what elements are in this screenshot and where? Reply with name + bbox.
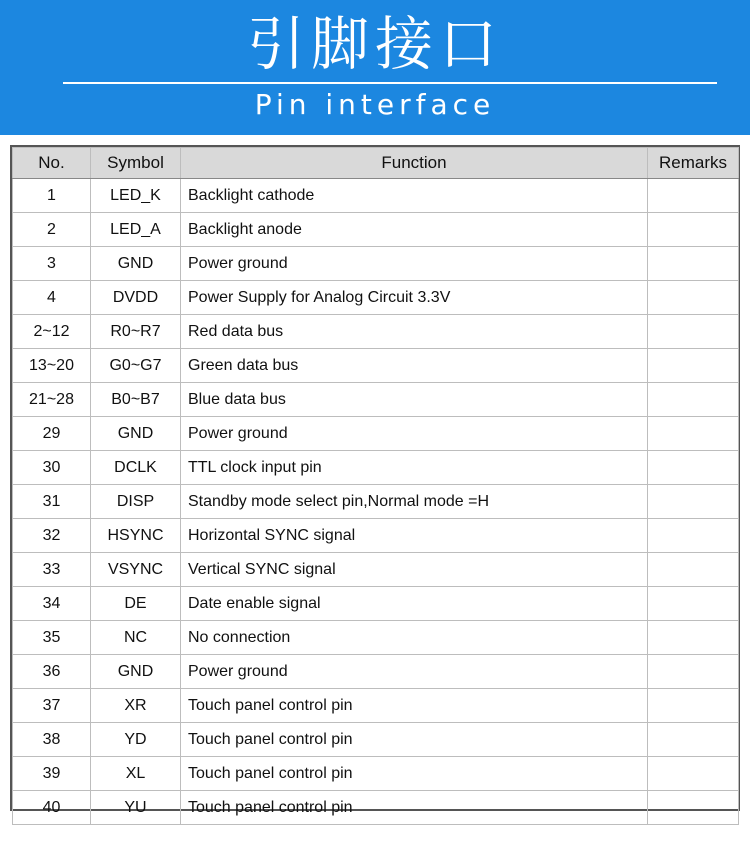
cell-symbol: YU bbox=[91, 791, 181, 825]
cell-pin-number: 33 bbox=[13, 553, 91, 587]
table-row bbox=[13, 655, 739, 689]
cell-function: Power ground bbox=[181, 247, 648, 281]
table-row bbox=[13, 689, 739, 723]
cell-remarks bbox=[648, 417, 739, 451]
table-row bbox=[13, 281, 739, 315]
cell-symbol: XR bbox=[91, 689, 181, 723]
cell-function: Green data bus bbox=[181, 349, 648, 383]
cell-function: Touch panel control pin bbox=[181, 791, 648, 825]
table-row bbox=[13, 621, 739, 655]
cell-symbol: DCLK bbox=[91, 451, 181, 485]
cell-symbol: XL bbox=[91, 757, 181, 791]
cell-pin-number: 31 bbox=[13, 485, 91, 519]
cell-function: Touch panel control pin bbox=[181, 723, 648, 757]
cell-function: Vertical SYNC signal bbox=[181, 553, 648, 587]
cell-remarks bbox=[648, 689, 739, 723]
cell-function: Touch panel control pin bbox=[181, 757, 648, 791]
column-header-function: Function bbox=[181, 148, 648, 179]
cell-pin-number: 35 bbox=[13, 621, 91, 655]
cell-remarks bbox=[648, 655, 739, 689]
cell-symbol: GND bbox=[91, 417, 181, 451]
cell-pin-number: 3 bbox=[13, 247, 91, 281]
cell-remarks bbox=[648, 213, 739, 247]
table-row bbox=[13, 383, 739, 417]
table-row bbox=[13, 349, 739, 383]
table-row bbox=[13, 247, 739, 281]
cell-remarks bbox=[648, 757, 739, 791]
table-row bbox=[13, 519, 739, 553]
table-row bbox=[13, 451, 739, 485]
cell-function: Red data bus bbox=[181, 315, 648, 349]
cell-pin-number: 21~28 bbox=[13, 383, 91, 417]
cell-function: Power ground bbox=[181, 417, 648, 451]
cell-pin-number: 32 bbox=[13, 519, 91, 553]
cell-remarks bbox=[648, 451, 739, 485]
cell-pin-number: 13~20 bbox=[13, 349, 91, 383]
cell-symbol: GND bbox=[91, 655, 181, 689]
cell-function: Blue data bus bbox=[181, 383, 648, 417]
table-row bbox=[13, 315, 739, 349]
cell-symbol: G0~G7 bbox=[91, 349, 181, 383]
cell-remarks bbox=[648, 315, 739, 349]
cell-remarks bbox=[648, 553, 739, 587]
column-header-symbol: Symbol bbox=[91, 148, 181, 179]
cell-remarks bbox=[648, 485, 739, 519]
cell-remarks bbox=[648, 281, 739, 315]
cell-pin-number: 2 bbox=[13, 213, 91, 247]
cell-pin-number: 2~12 bbox=[13, 315, 91, 349]
cell-symbol: B0~B7 bbox=[91, 383, 181, 417]
cell-function: Touch panel control pin bbox=[181, 689, 648, 723]
table-body bbox=[13, 179, 739, 825]
cell-pin-number: 37 bbox=[13, 689, 91, 723]
cell-function: Power ground bbox=[181, 655, 648, 689]
cell-pin-number: 36 bbox=[13, 655, 91, 689]
cell-symbol: DVDD bbox=[91, 281, 181, 315]
cell-function: Power Supply for Analog Circuit 3.3V bbox=[181, 281, 648, 315]
cell-pin-number: 39 bbox=[13, 757, 91, 791]
cell-remarks bbox=[648, 587, 739, 621]
cell-remarks bbox=[648, 621, 739, 655]
cell-symbol: LED_K bbox=[91, 179, 181, 213]
cell-pin-number: 34 bbox=[13, 587, 91, 621]
table-row bbox=[13, 587, 739, 621]
table-row bbox=[13, 791, 739, 825]
cell-symbol: GND bbox=[91, 247, 181, 281]
cell-function: TTL clock input pin bbox=[181, 451, 648, 485]
cell-pin-number: 40 bbox=[13, 791, 91, 825]
cell-symbol: HSYNC bbox=[91, 519, 181, 553]
pin-interface-table bbox=[12, 147, 739, 825]
title-divider bbox=[63, 82, 717, 84]
page-title-english: Pin interface bbox=[254, 88, 496, 121]
cell-pin-number: 1 bbox=[13, 179, 91, 213]
table-row bbox=[13, 485, 739, 519]
cell-function: Backlight anode bbox=[181, 213, 648, 247]
column-header-remarks: Remarks bbox=[648, 148, 739, 179]
cell-symbol: VSYNC bbox=[91, 553, 181, 587]
cell-function: No connection bbox=[181, 621, 648, 655]
cell-function: Horizontal SYNC signal bbox=[181, 519, 648, 553]
cell-function: Date enable signal bbox=[181, 587, 648, 621]
cell-function: Backlight cathode bbox=[181, 179, 648, 213]
table-header-row bbox=[13, 148, 739, 179]
table-row bbox=[13, 723, 739, 757]
cell-function: Standby mode select pin,Normal mode =H bbox=[181, 485, 648, 519]
cell-remarks bbox=[648, 247, 739, 281]
cell-pin-number: 29 bbox=[13, 417, 91, 451]
cell-symbol: DISP bbox=[91, 485, 181, 519]
page-title-chinese: 引脚接口 bbox=[246, 10, 503, 78]
cell-remarks bbox=[648, 723, 739, 757]
table-row bbox=[13, 553, 739, 587]
column-header-no: No. bbox=[13, 148, 91, 179]
cell-symbol: NC bbox=[91, 621, 181, 655]
table-row bbox=[13, 179, 739, 213]
cell-remarks bbox=[648, 791, 739, 825]
cell-pin-number: 38 bbox=[13, 723, 91, 757]
header-banner bbox=[0, 0, 750, 135]
cell-pin-number: 30 bbox=[13, 451, 91, 485]
pin-table-container bbox=[10, 145, 740, 816]
cell-remarks bbox=[648, 519, 739, 553]
cell-symbol: LED_A bbox=[91, 213, 181, 247]
table-row bbox=[13, 757, 739, 791]
table-row bbox=[13, 213, 739, 247]
cell-remarks bbox=[648, 383, 739, 417]
cell-symbol: R0~R7 bbox=[91, 315, 181, 349]
cell-symbol: DE bbox=[91, 587, 181, 621]
cell-remarks bbox=[648, 349, 739, 383]
cell-pin-number: 4 bbox=[13, 281, 91, 315]
table-row bbox=[13, 417, 739, 451]
cell-symbol: YD bbox=[91, 723, 181, 757]
cell-remarks bbox=[648, 179, 739, 213]
